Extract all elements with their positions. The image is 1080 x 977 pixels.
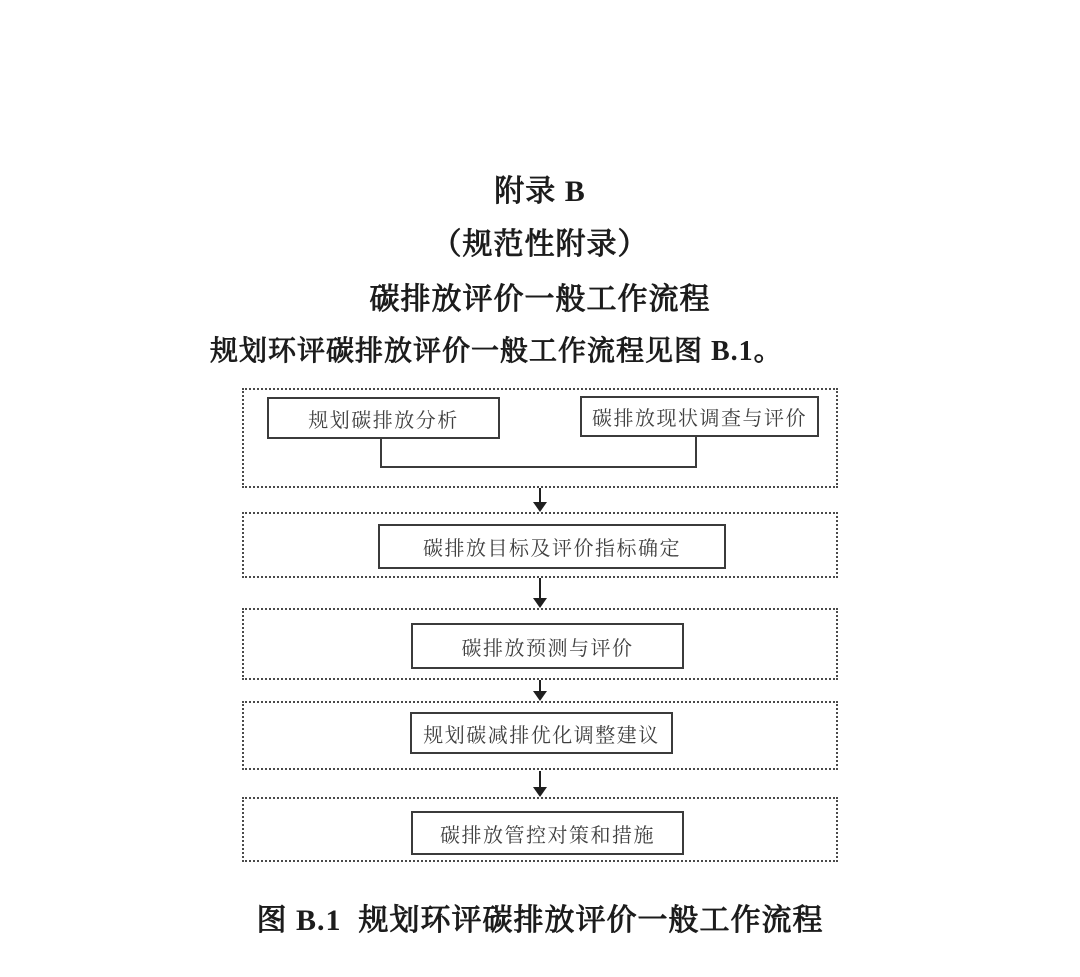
figure-caption: 图 B.1 规划环评碳排放评价一般工作流程 <box>256 904 824 937</box>
arrow-head-icon <box>533 691 547 701</box>
arrow-stem <box>539 680 541 691</box>
flow-arrow-3 <box>533 680 547 701</box>
appendix-title: 附录 B <box>494 175 586 208</box>
flow-stage-5 <box>242 797 838 862</box>
flow-node-plan-carbon-analysis: 规划碳排放分析 <box>267 397 500 439</box>
intro-paragraph: 规划环评碳排放评价一般工作流程见图 B.1。 <box>210 336 783 367</box>
connector-line-left <box>380 439 382 468</box>
flow-arrow-2 <box>533 578 547 608</box>
flow-stage-2 <box>242 512 838 578</box>
appendix-subtitle: （规范性附录） <box>431 228 649 261</box>
connector-line-right <box>695 437 697 468</box>
arrow-stem <box>539 488 541 502</box>
flow-node-targets-indicators: 碳排放目标及评价指标确定 <box>378 524 726 569</box>
flow-stage-4 <box>242 701 838 770</box>
flow-node-optimization-adjustment: 规划碳减排优化调整建议 <box>410 712 673 754</box>
flow-arrow-4 <box>533 771 547 797</box>
connector-line-horizontal <box>380 466 697 468</box>
flow-stage-1 <box>242 388 838 488</box>
flow-node-control-measures: 碳排放管控对策和措施 <box>411 811 684 855</box>
flow-arrow-1 <box>533 488 547 512</box>
arrow-head-icon <box>533 787 547 797</box>
arrow-stem <box>539 771 541 787</box>
flow-node-prediction-evaluation: 碳排放预测与评价 <box>411 623 684 669</box>
flow-stage-3 <box>242 608 838 680</box>
arrow-head-icon <box>533 502 547 512</box>
arrow-stem <box>539 578 541 598</box>
flow-node-status-survey-evaluation: 碳排放现状调查与评价 <box>580 396 819 437</box>
arrow-head-icon <box>533 598 547 608</box>
section-title: 碳排放评价一般工作流程 <box>369 283 711 316</box>
